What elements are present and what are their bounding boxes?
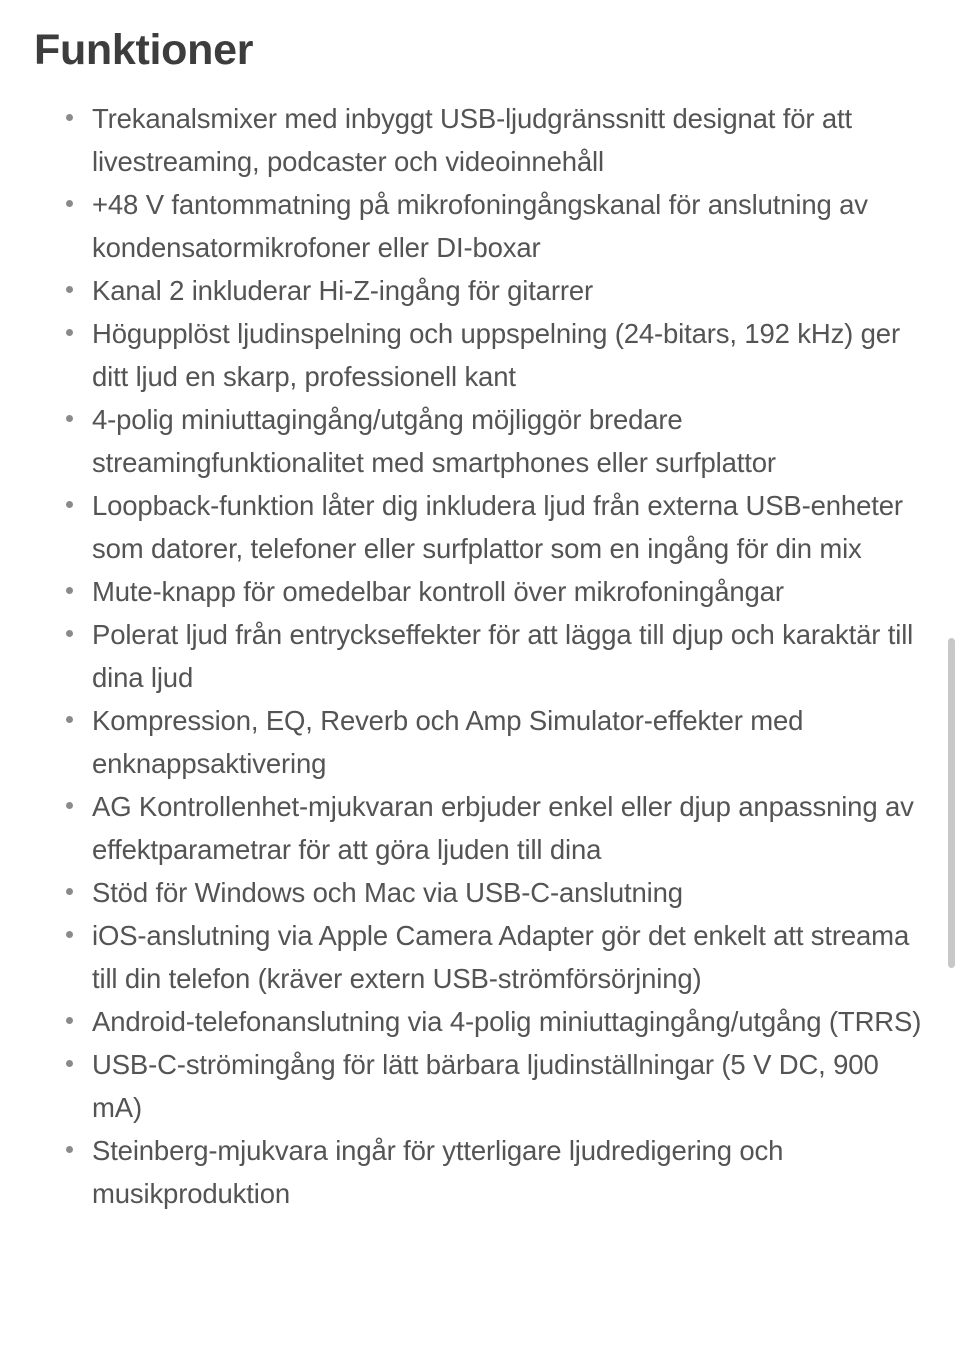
bullet-icon xyxy=(66,888,73,895)
list-item-text: 4-polig miniuttagingång/utgång möjliggör bredare streamingfunktionalitet med smartphones eller surfplattor xyxy=(92,404,776,479)
list-item-text: Steinberg-mjukvara ingår för ytterligare ljudredigering och musikproduktion xyxy=(92,1135,784,1210)
list-item-text: Android-telefonanslutning via 4-polig miniuttagingång/utgång (TRRS) xyxy=(92,1006,922,1038)
list-item-text: Mute-knapp för omedelbar kontroll över mikrofoningångar xyxy=(92,576,784,608)
list-item-text: Kompression, EQ, Reverb och Amp Simulator-effekter med enknappsaktivering xyxy=(92,705,804,780)
bullet-icon xyxy=(66,1060,73,1067)
bullet-icon xyxy=(66,1017,73,1024)
list-item xyxy=(92,1000,926,1043)
list-item xyxy=(92,97,926,183)
top-spacer xyxy=(0,0,960,7)
list-item-text: +48 V fantommatning på mikrofoningångskanal för anslutning av kondensatormikrofoner eller DI-boxar xyxy=(92,189,868,264)
list-item xyxy=(92,1043,926,1129)
bullet-icon xyxy=(66,587,73,594)
list-item xyxy=(92,183,926,269)
list-item xyxy=(92,570,926,613)
bullet-icon xyxy=(66,329,73,336)
bullet-icon xyxy=(66,931,73,938)
list-item-text: Högupplöst ljudinspelning och uppspelning (24-bitars, 192 kHz) ger ditt ljud en skarp, professionell kant xyxy=(92,318,900,393)
bullet-icon xyxy=(66,630,73,637)
list-item-text: AG Kontrollenhet-mjukvaran erbjuder enkel eller djup anpassning av effektparametrar för att göra ljuden till dina xyxy=(92,791,914,866)
list-item xyxy=(92,914,926,1000)
bullet-icon xyxy=(66,200,73,207)
list-item xyxy=(92,312,926,398)
list-item xyxy=(92,398,926,484)
list-item-text: Trekanalsmixer med inbyggt USB-ljudgränssnitt designat för att livestreaming, podcaster och videoinnehåll xyxy=(92,103,853,178)
list-item xyxy=(92,699,926,785)
features-list xyxy=(34,97,926,1215)
list-item-text: Stöd för Windows och Mac via USB-C-anslutning xyxy=(92,877,683,909)
bullet-icon xyxy=(66,716,73,723)
list-item-text: Polerat ljud från entryckseffekter för att lägga till djup och karaktär till dina ljud xyxy=(92,619,914,694)
list-item xyxy=(92,613,926,699)
bullet-icon xyxy=(66,286,73,293)
list-item-text: Loopback-funktion låter dig inkludera ljud från externa USB-enheter som datorer, telefoner eller surfplattor som en ingång för din mix xyxy=(92,490,903,565)
bullet-icon xyxy=(66,114,73,121)
vertical-scrollbar[interactable] xyxy=(948,638,955,968)
bullet-icon xyxy=(66,802,73,809)
bullet-icon xyxy=(66,1146,73,1153)
list-item-text: iOS-anslutning via Apple Camera Adapter gör det enkelt att streama till din telefon (kräver extern USB-strömförsörjning) xyxy=(92,920,910,995)
list-item xyxy=(92,785,926,871)
list-item xyxy=(92,871,926,914)
page-title: Funktioner xyxy=(34,26,254,74)
list-item xyxy=(92,269,926,312)
bullet-icon xyxy=(66,501,73,508)
list-item xyxy=(92,1129,926,1215)
bullet-icon xyxy=(66,415,73,422)
list-item xyxy=(92,484,926,570)
list-item-text: USB-C-strömingång för lätt bärbara ljudinställningar (5 V DC, 900 mA) xyxy=(92,1049,879,1124)
list-item-text: Kanal 2 inkluderar Hi-Z-ingång för gitarrer xyxy=(92,275,593,307)
